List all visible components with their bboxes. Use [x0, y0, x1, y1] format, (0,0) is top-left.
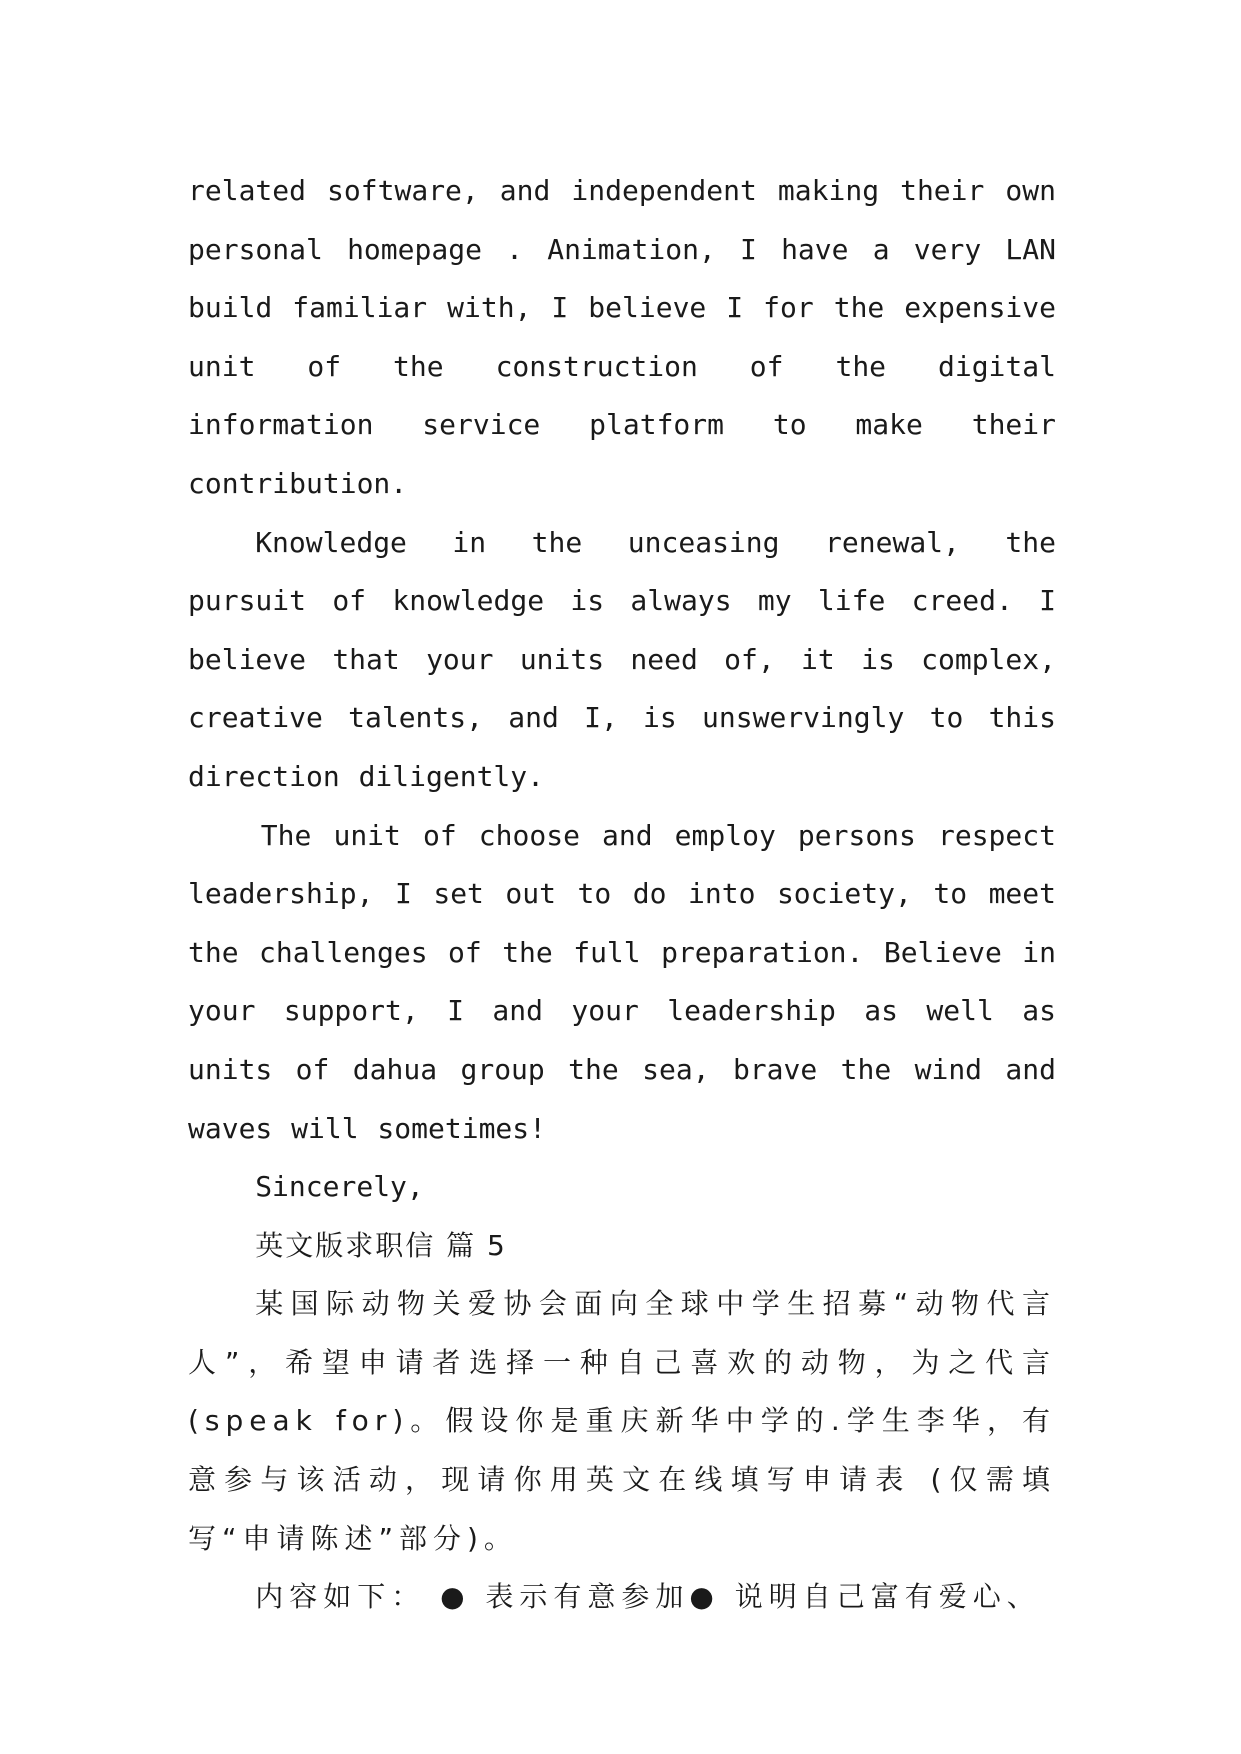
document-body [188, 162, 1056, 1627]
paragraph-chinese-prompt: 某国际动物关爱协会面向全球中学生招募“动物代言人”，希望申请者选择一种自己喜欢的动物，为之代言(speak for)。假设你是重庆新华中学的.学生李华，有意参与该活动，现请你用英文在线填写申请表 (仅需填写“申请陈述”部分)。 [188, 1287, 1056, 1555]
closing-sincerely: Sincerely, [255, 1170, 424, 1204]
paragraph-continuation: related software, and independent making their own personal homepage . Animation, I have a very LAN build familiar with, I believe I for the expensive unit of the construction of the digital information service platform to make their contribution. [188, 174, 1056, 500]
paragraph-knowledge: Knowledge in the unceasing renewal, the pursuit of knowledge is always my life creed. I believe that your units need of, it is complex, creative talents, and I, is unswervingly to this direction diligently. [188, 525, 1056, 793]
paragraph-content-list: 内容如下： ● 表示有意参加● 说明自己富有爱心、 [255, 1580, 1041, 1614]
section-heading: 英文版求职信 篇 5 [255, 1228, 507, 1262]
paragraph-unit: The unit of choose and employ persons respect leadership, I set out to do into society, to meet the challenges of the full preparation. Believe in your support, I and your leadership as well as units of dahua group the sea, brave the wind and waves will sometimes! [188, 818, 1056, 1145]
